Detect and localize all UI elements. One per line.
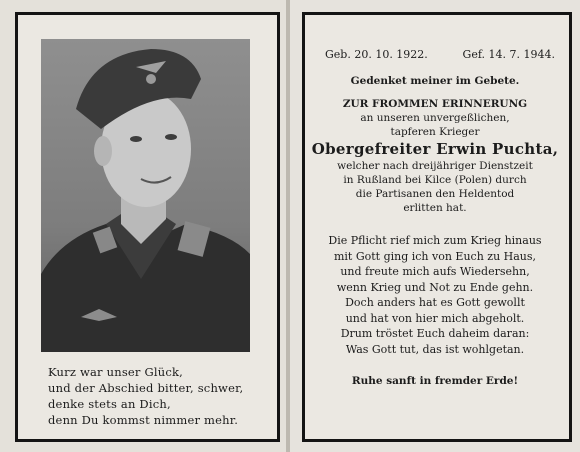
verse-line: Kurz war unser Glück,	[48, 365, 184, 379]
poem-line: und hat von hier mich abgeholt.	[345, 311, 525, 325]
soldier-portrait-photo	[41, 39, 250, 352]
memorial-verse-left	[48, 364, 263, 428]
memorial-heading: ZUR FROMMEN ERINNERUNG	[342, 98, 528, 110]
detail-line: in Rußland bei Kilce (Polen) durch	[343, 174, 527, 186]
intro-line: tapferen Krieger	[390, 126, 480, 138]
detail-line: erlitten hat.	[403, 202, 467, 214]
poem-line: Die Pflicht rief mich zum Krieg hinaus	[328, 234, 542, 247]
memorial-poem	[305, 233, 565, 357]
poem-line: Drum tröstet Euch daheim daran:	[340, 327, 530, 340]
detail-line: die Partisanen den Heldentod	[355, 188, 515, 200]
memorial-text	[305, 74, 565, 215]
birth-date: Geb. 20. 10. 1922.	[325, 48, 428, 61]
verse-line: denke stets an Dich,	[48, 397, 171, 411]
poem-line: mit Gott ging ich von Euch zu Haus,	[333, 249, 537, 263]
verse-line: denn Du kommst nimmer mehr.	[48, 413, 239, 427]
intro-line: an unseren unvergeßlichen,	[360, 112, 510, 124]
verse-line: und der Abschied bitter, schwer,	[48, 381, 244, 395]
death-date: Gef. 14. 7. 1944.	[462, 48, 555, 61]
prayer-request: Gedenket meiner im Gebete.	[350, 75, 520, 87]
poem-line: Doch anders hat es Gott gewollt	[345, 296, 525, 309]
life-dates	[325, 48, 555, 61]
poem-line: und freute mich aufs Wiedersehn,	[340, 265, 530, 278]
portrait-illustration	[41, 39, 250, 352]
poem-line: Was Gott tut, das ist wohlgetan.	[345, 342, 525, 356]
deceased-name: Obergefreiter Erwin Puchta,	[311, 140, 559, 158]
poem-line: wenn Krieg und Not zu Ende gehn.	[336, 280, 534, 294]
closing-line: Ruhe sanft in fremder Erde!	[351, 375, 519, 387]
detail-line: welcher nach dreijähriger Dienstzeit	[337, 160, 533, 172]
